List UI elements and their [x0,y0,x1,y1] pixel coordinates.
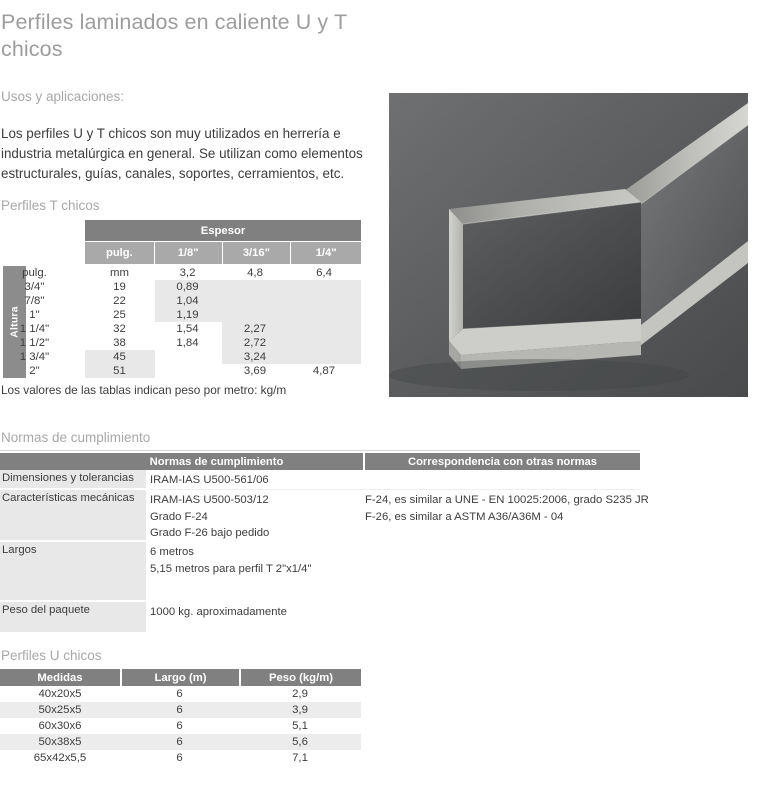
table-row [0,308,361,322]
altura-label: Altura [9,306,20,338]
t-row-3-16: 3,24 [243,351,267,363]
normas-line: 6 metros [150,546,194,558]
t-row-mm: 51 [113,365,126,377]
normas-line: IRAM-IAS U500-561/06 [150,474,269,486]
t-row-mm: 19 [113,281,126,293]
t-row-3-16: 2,27 [243,323,267,335]
t-unit-mm: mm [110,267,129,279]
t-unit-pulg: pulg. [22,267,47,279]
t-row-1-8: 1,19 [176,309,199,321]
t-table-body [0,266,361,378]
u-header-peso: Peso (kg/m) [241,669,361,686]
t-row-pulg: 1 1/2" [19,337,50,349]
section-heading-u-chicos: Perfiles U chicos [1,648,102,663]
normas-header-cell-normas [0,453,363,470]
table-row [150,602,640,632]
u-cell-medidas: 65x42x5,5 [33,752,87,764]
t-row-1-8: 0,89 [176,281,199,293]
table-row [0,702,361,718]
u-cell-largo: 6 [176,720,183,732]
normas-label-column [0,470,146,632]
normas-heading-divider [0,450,640,451]
normas-line: IRAM-IAS U500-503/12 [150,494,269,506]
u-cell-peso: 7,1 [292,752,308,764]
t-unit-3-2: 3,2 [179,267,196,279]
u-cell-medidas: 60x30x6 [38,720,82,732]
normas-header-row [0,453,640,470]
t-row-1-4: 4,87 [312,365,336,377]
table-row [0,350,361,364]
t-row-mm: 32 [113,323,126,335]
t-row-3-16: 2,72 [243,337,267,349]
normas-cell-correspondencia [365,470,640,472]
u-cell-largo: 6 [176,688,183,700]
t-chicos-table [0,220,361,378]
t-row-mm: 22 [113,295,126,307]
normas-cell-correspondencia [365,490,649,525]
t-subheader-1-4: 1/4" [291,242,361,264]
t-row-pulg: 2" [29,365,40,377]
t-subheader-3-16: 3/16" [223,242,291,264]
t-row-3-16: 3,69 [243,365,267,377]
normas-label-cell: Características mecánicas [0,490,146,542]
normas-cell-normas [150,490,365,542]
table-row [0,336,361,350]
correspondencia-line: F-26, es similar a ASTM A36/A36M - 04 [365,510,564,523]
normas-label-cell: Largos [0,542,146,602]
table-row [0,718,361,734]
u-header-largo: Largo (m) [122,669,239,686]
t-subheader-1-8: 1/8" [155,242,222,264]
u-cell-peso: 5,1 [292,720,308,732]
t-row-mm: 45 [113,351,126,363]
t-row-pulg: 1 1/4" [19,323,50,335]
section-heading-normas: Normas de cumplimiento [1,430,151,445]
t-row-mm: 25 [113,309,126,321]
t-row-1-8: 1,04 [176,295,199,307]
t-subheader-pulg: pulg. [85,242,154,264]
normas-line: 1000 kg. aproximadamente [150,606,287,618]
normas-body [150,470,649,632]
intro-paragraph: Los perfiles U y T chicos son muy utilizados en herrería e industria metalúrgica en general. Se utilizan como elementos estructurales, guías, canales, soportes, cerramientos, etc. [1,126,363,181]
table-row [0,294,361,308]
t-table-group-header: Espesor [85,220,361,241]
normas-cell-normas [150,542,365,577]
usos-y-aplicaciones-label: Usos y aplicaciones: [1,89,125,104]
table-row [150,470,640,490]
t-row-pulg: 3/4" [24,281,45,293]
table-row [150,490,649,542]
table-row [0,280,361,294]
table-row [0,734,361,750]
normas-cell-correspondencia [365,602,640,604]
t-row-pulg: 7/8" [24,295,45,307]
normas-line: Grado F-24 [150,510,208,523]
normas-cell-correspondencia [365,542,640,544]
table-row [0,750,361,766]
normas-header-cell-correspondencia [365,453,640,470]
t-row-mm: 38 [113,337,126,349]
t-table-note: Los valores de las tablas indican peso por metro: kg/m [1,383,287,397]
t-row-pulg: 1" [29,309,40,321]
u-cell-largo: 6 [176,752,183,764]
u-cell-medidas: 50x25x5 [38,704,82,716]
table-row [150,542,640,602]
t-unit-6-4: 6,4 [316,267,332,279]
u-cell-medidas: 40x20x5 [38,688,82,700]
normas-label-cell: Dimensiones y tolerancias [0,470,146,490]
u-cell-medidas: 50x38x5 [38,736,82,748]
u-header-medidas: Medidas [0,669,120,686]
u-cell-largo: 6 [176,704,183,716]
normas-line: 5,15 metros para perfil T 2"x1/4" [150,562,312,575]
t-unit-4-8: 4,8 [247,267,263,279]
t-table-unit-row [0,266,361,280]
normas-header-label-normas: Normas de cumplimiento [149,455,284,468]
front-u-profile [449,189,641,369]
u-cell-peso: 5,6 [292,736,308,748]
table-row [0,322,361,336]
normas-table [0,453,649,618]
t-row-pulg: 1 3/4" [19,351,50,363]
t-table-subheader-row [85,242,361,264]
steel-u-profiles-illustration [389,93,748,397]
normas-line: Grado F-26 bajo pedido [150,527,270,539]
normas-cell-normas [150,470,365,489]
normas-header-label-correspondencia: Correspondencia con otras normas [408,455,597,468]
page-title: Perfiles laminados en caliente U y T chicos [1,10,347,61]
normas-label-cell: Peso del paquete [0,602,146,632]
section-heading-t-chicos: Perfiles T chicos [1,198,100,213]
correspondencia-line: F-24, es similar a UNE - EN 10025:2006, grado S235 JR [365,494,649,506]
t-row-1-8: 1,84 [176,337,199,349]
u-cell-peso: 3,9 [292,704,308,716]
normas-cell-normas [150,602,365,621]
table-row [0,686,361,702]
u-table-header-row [0,669,361,686]
t-row-1-8: 1,54 [176,323,199,335]
u-cell-peso: 2,9 [292,688,308,700]
product-photo [389,93,748,397]
table-row [0,364,361,378]
u-cell-largo: 6 [176,736,183,748]
u-chicos-table [0,669,361,766]
